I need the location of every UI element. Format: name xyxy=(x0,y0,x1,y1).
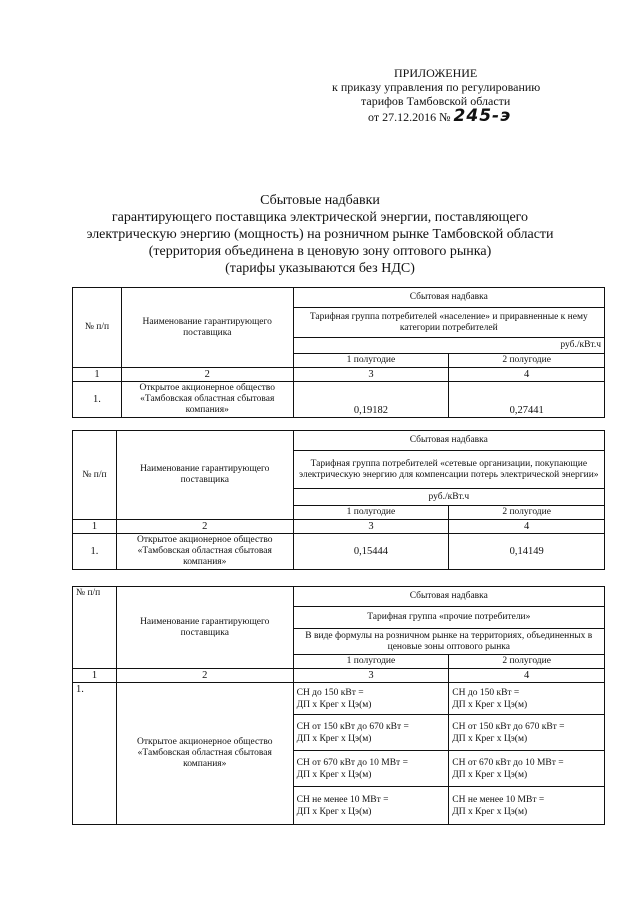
half-year-2: 2 полугодие xyxy=(449,655,605,669)
title-line-2: гарантирующего поставщика электрической энергии, поставляющего xyxy=(111,210,529,225)
half-year-1: 1 полугодие xyxy=(293,655,449,669)
formula-expression: ДП х Крег х Цэ(м) xyxy=(296,699,372,710)
col-header-markup: Сбытовая надбавка xyxy=(293,587,604,607)
formula-condition: СН до 150 кВт = xyxy=(452,687,520,698)
supplier-name: Открытое акционерное общество «Тамбовская областная сбытовая компания» xyxy=(121,382,293,418)
document-title xyxy=(0,192,640,277)
appendix-order-ref: к приказу управления по регулированию xyxy=(332,80,541,94)
formula-expression: ДП х Крег х Цэ(м) xyxy=(452,806,528,817)
unit-label: руб./кВт.ч xyxy=(293,338,604,354)
title-line-5: (тарифы указываются без НДС) xyxy=(225,261,415,276)
appendix-date xyxy=(330,106,590,126)
col-header-supplier: Наименование гарантирующего поставщика xyxy=(121,288,293,368)
col-index: 1 xyxy=(73,368,122,382)
markup-table-grid-orgs xyxy=(72,430,605,570)
appendix-authority: тарифов Тамбовской области xyxy=(361,94,511,108)
formula-h2-tier-3 xyxy=(449,751,605,787)
half-year-1: 1 полугодие xyxy=(293,506,449,520)
formula-expression: ДП х Крег х Цэ(м) xyxy=(296,769,372,780)
col-header-num: № п/п xyxy=(73,431,117,520)
col-index: 2 xyxy=(116,520,293,534)
tariff-group-label: Тарифная группа потребителей «население» и приравненные к нему категории потребителей xyxy=(293,308,604,338)
formula-condition: СН до 150 кВт = xyxy=(296,687,364,698)
col-index: 3 xyxy=(293,520,449,534)
row-number: 1. xyxy=(73,382,122,418)
supplier-name: Открытое акционерное общество «Тамбовская областная сбытовая компания» xyxy=(116,683,293,825)
formula-condition: СН от 150 кВт до 670 кВт = xyxy=(452,721,565,732)
formula-h1-tier-1 xyxy=(293,683,449,715)
formula-condition: СН от 670 кВт до 10 МВт = xyxy=(452,757,564,768)
col-index: 4 xyxy=(449,520,605,534)
col-index: 2 xyxy=(121,368,293,382)
appendix-date-text: от 27.12.2016 № xyxy=(368,110,451,124)
formula-expression: ДП х Крег х Цэ(м) xyxy=(452,769,528,780)
formula-h2-tier-4 xyxy=(449,787,605,825)
col-header-markup: Сбытовая надбавка xyxy=(293,288,604,308)
appendix-header xyxy=(330,66,590,124)
formula-h1-tier-2 xyxy=(293,715,449,751)
col-index: 4 xyxy=(449,669,605,683)
markup-table-other-consumers xyxy=(72,586,605,825)
formula-condition: СН от 670 кВт до 10 МВт = xyxy=(296,757,408,768)
formula-h2-tier-1 xyxy=(449,683,605,715)
col-header-num: № п/п xyxy=(73,288,122,368)
col-header-supplier: Наименование гарантирующего поставщика xyxy=(116,431,293,520)
title-line-3: электрическую энергию (мощность) на розничном рынке Тамбовской области xyxy=(86,227,554,242)
markup-table-population xyxy=(72,287,605,418)
title-line-1: Сбытовые надбавки xyxy=(260,193,380,208)
formula-h2-tier-2 xyxy=(449,715,605,751)
formula-condition: СН не менее 10 МВт = xyxy=(452,794,545,805)
col-index: 2 xyxy=(116,669,293,683)
half-year-1: 1 полугодие xyxy=(293,354,449,368)
formula-expression: ДП х Крег х Цэ(м) xyxy=(296,733,372,744)
unit-label: руб./кВт.ч xyxy=(293,489,604,506)
formula-h1-tier-4 xyxy=(293,787,449,825)
markup-value-h1: 0,19182 xyxy=(293,382,449,418)
row-number: 1. xyxy=(73,534,117,570)
supplier-name: Открытое акционерное общество «Тамбовская областная сбытовая компания» xyxy=(116,534,293,570)
half-year-2: 2 полугодие xyxy=(449,354,605,368)
tariff-group-label: Тарифная группа потребителей «сетевые организации, покупающие электрическую энергию для компенсации потерь электрической энергии» xyxy=(293,451,604,489)
formula-condition: СН не менее 10 МВт = xyxy=(296,794,389,805)
formula-expression: ДП х Крег х Цэ(м) xyxy=(296,806,372,817)
col-index: 1 xyxy=(73,520,117,534)
formula-note: В виде формулы на розничном рынке на территориях, объединенных в ценовые зоны оптового рынка xyxy=(293,629,604,655)
markup-value-h2: 0,27441 xyxy=(449,382,605,418)
markup-value-h2: 0,14149 xyxy=(449,534,605,570)
formula-condition: СН от 150 кВт до 670 кВт = xyxy=(296,721,409,732)
col-header-markup: Сбытовая надбавка xyxy=(293,431,604,451)
handwritten-order-number: 245-э xyxy=(453,106,512,126)
tariff-group-label: Тарифная группа «прочие потребители» xyxy=(293,607,604,629)
appendix-title: ПРИЛОЖЕНИЕ xyxy=(394,66,478,80)
col-index: 3 xyxy=(293,669,449,683)
title-line-4: (территория объединена в ценовую зону оптового рынка) xyxy=(148,244,492,259)
col-index: 1 xyxy=(73,669,117,683)
col-header-supplier: Наименование гарантирующего поставщика xyxy=(116,587,293,669)
col-header-num: № п/п xyxy=(73,587,117,669)
half-year-2: 2 полугодие xyxy=(449,506,605,520)
formula-expression: ДП х Крег х Цэ(м) xyxy=(452,699,528,710)
formula-h1-tier-3 xyxy=(293,751,449,787)
markup-value-h1: 0,15444 xyxy=(293,534,449,570)
formula-expression: ДП х Крег х Цэ(м) xyxy=(452,733,528,744)
row-number: 1. xyxy=(73,683,117,825)
col-index: 4 xyxy=(449,368,605,382)
col-index: 3 xyxy=(293,368,449,382)
